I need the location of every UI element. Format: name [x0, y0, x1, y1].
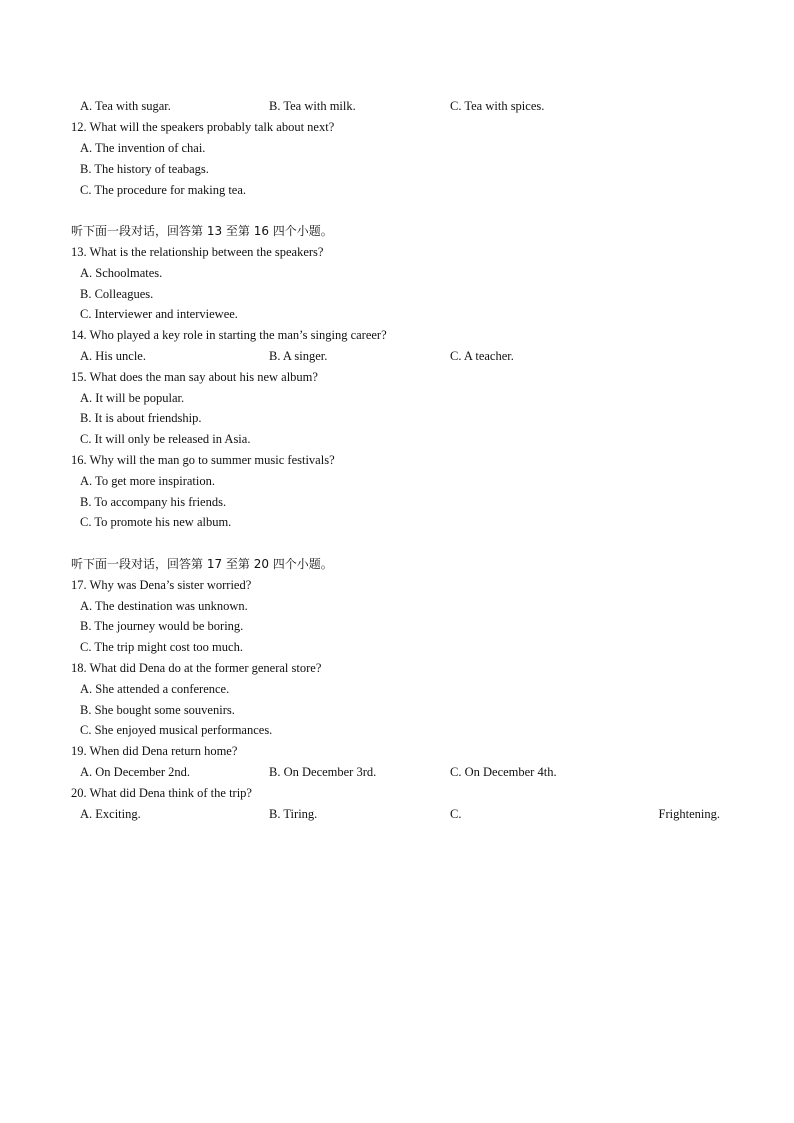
q16-option-b: B. To accompany his friends.	[80, 495, 227, 509]
q17-question: 17. Why was Dena’s sister worried?	[71, 578, 252, 592]
q11-option-a: A. Tea with sugar.	[80, 99, 171, 113]
q18-question: 18. What did Dena do at the former general store?	[71, 661, 322, 675]
q20-option-b: B. Tiring.	[269, 807, 318, 821]
q19-option-c: C. On December 4th.	[450, 765, 557, 779]
q15-option-a: A. It will be popular.	[80, 391, 185, 405]
q14-option-a: A. His uncle.	[80, 349, 146, 363]
q13-option-c: C. Interviewer and interviewee.	[80, 307, 238, 321]
q12-option-a: A. The invention of chai.	[80, 141, 206, 155]
q19-question: 19. When did Dena return home?	[71, 744, 238, 758]
q15-question: 15. What does the man say about his new album?	[71, 370, 318, 384]
q12-question: 12. What will the speakers probably talk about next?	[71, 120, 335, 134]
q18-option-c: C. She enjoyed musical performances.	[80, 723, 273, 737]
q20-option-c-letter: C.	[450, 807, 462, 821]
q13-option-b: B. Colleagues.	[80, 287, 154, 301]
q17-option-b: B. The journey would be boring.	[80, 619, 244, 633]
q12-option-c: C. The procedure for making tea.	[80, 183, 247, 197]
q16-question: 16. Why will the man go to summer music festivals?	[71, 453, 335, 467]
q19-option-a: A. On December 2nd.	[80, 765, 191, 779]
q20-question: 20. What did Dena think of the trip?	[71, 786, 252, 800]
q16-option-a: A. To get more inspiration.	[80, 474, 215, 488]
q11-option-c: C. Tea with spices.	[450, 99, 545, 113]
q11-option-b: B. Tea with milk.	[269, 99, 356, 113]
q15-option-c: C. It will only be released in Asia.	[80, 432, 251, 446]
q13-option-a: A. Schoolmates.	[80, 266, 163, 280]
q14-option-b: B. A singer.	[269, 349, 328, 363]
q12-option-b: B. The history of teabags.	[80, 162, 209, 176]
section-heading-13-16: 听下面一段对话，回答第 13 至第 16 四个小题。	[71, 224, 333, 238]
q20-option-c-text: Frightening.	[658, 807, 720, 821]
q17-option-c: C. The trip might cost too much.	[80, 640, 243, 654]
q14-question: 14. Who played a key role in starting the man’s singing career?	[71, 328, 387, 342]
q20-option-a: A. Exciting.	[80, 807, 141, 821]
q19-option-b: B. On December 3rd.	[269, 765, 377, 779]
q18-option-a: A. She attended a conference.	[80, 682, 230, 696]
q15-option-b: B. It is about friendship.	[80, 411, 202, 425]
section-heading-17-20: 听下面一段对话，回答第 17 至第 20 四个小题。	[71, 557, 333, 571]
q20-option-c	[450, 806, 720, 822]
q18-option-b: B. She bought some souvenirs.	[80, 703, 235, 717]
q14-option-c: C. A teacher.	[450, 349, 514, 363]
q16-option-c: C. To promote his new album.	[80, 515, 232, 529]
q13-question: 13. What is the relationship between the speakers?	[71, 245, 324, 259]
q17-option-a: A. The destination was unknown.	[80, 599, 248, 613]
